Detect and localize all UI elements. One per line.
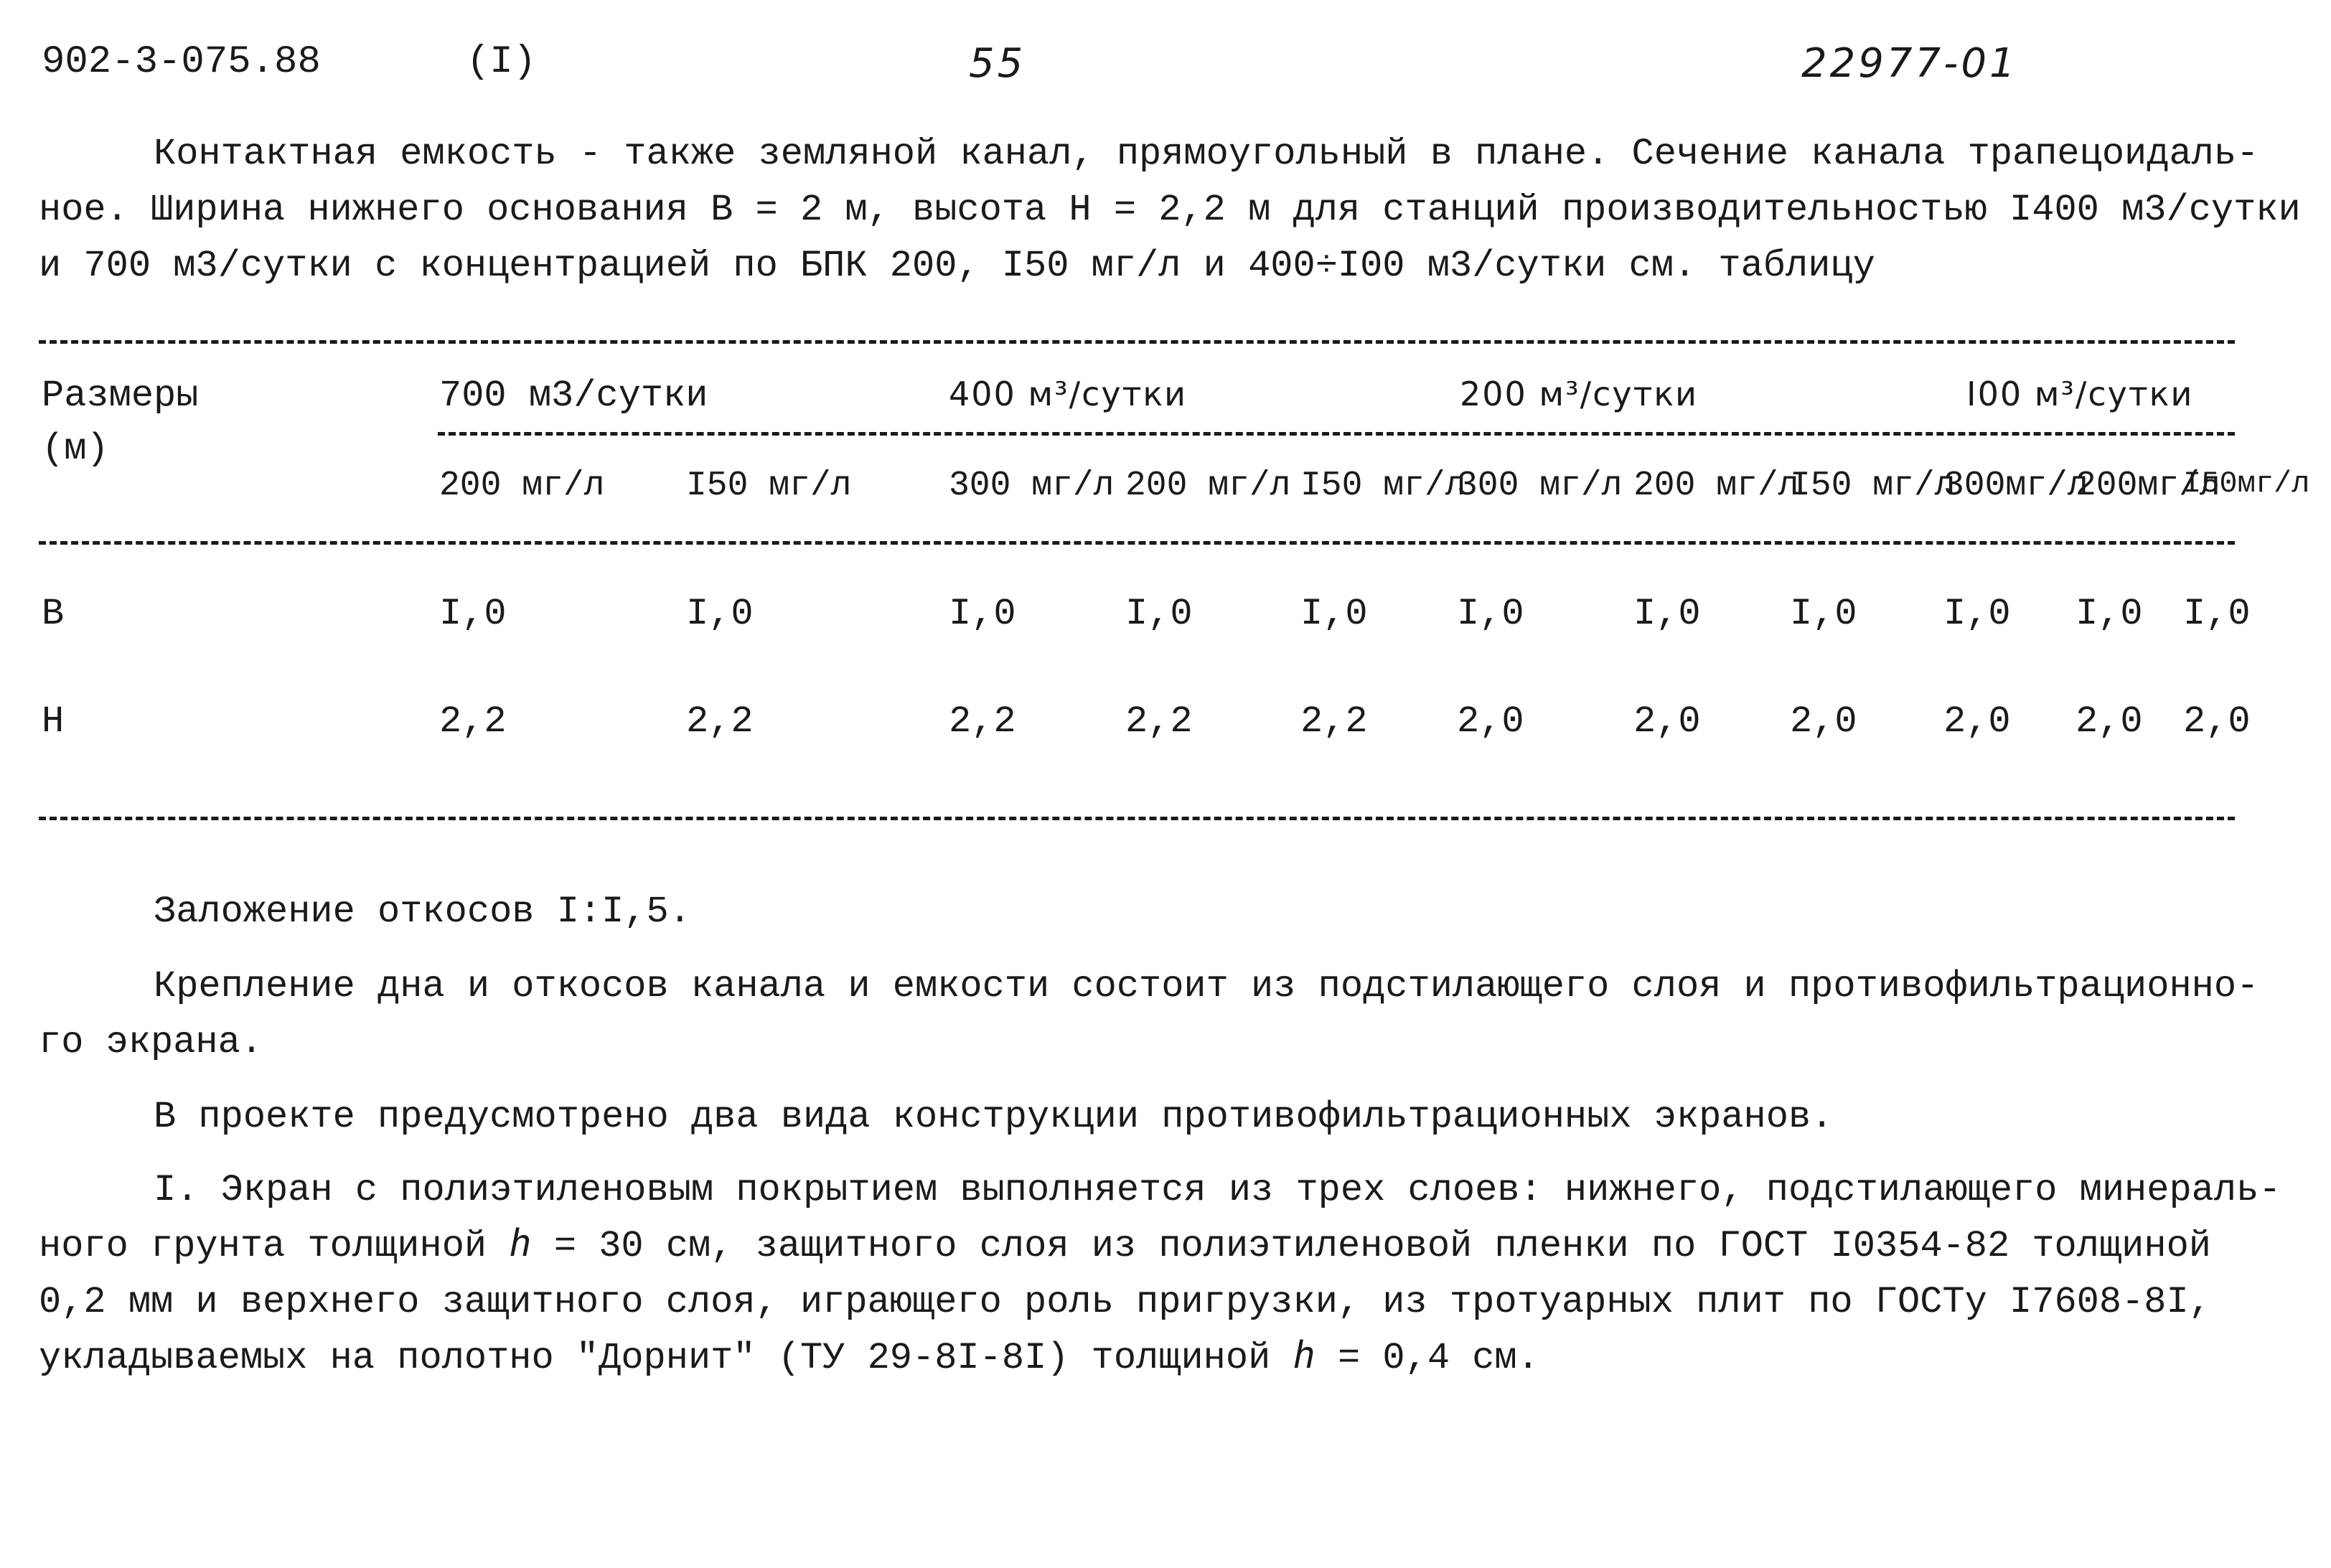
group-sub-rule: [438, 432, 2235, 436]
page-number: 55: [969, 40, 1026, 87]
header-bottom-rule: [39, 541, 2235, 545]
concentration-header: I50 мг/л: [686, 466, 852, 505]
intro-line: и 700 м3/сутки с концентрацией по БПК 200, I50 мг/л и 400÷I00 м3/сутки см. таблицу: [39, 245, 1875, 287]
table-cell: 2,0: [2076, 700, 2143, 743]
two-types-text: В проекте предусмотрено два вида конструкции противофильтрационных экранов.: [154, 1096, 1834, 1138]
inventory-number: 22977-01: [1801, 40, 2018, 87]
screen-line: ного грунта толщиной ℎ = 30 см, защитного слоя из полиэтиленовой пленки по ГОСТ I0354-82 толщиной: [39, 1225, 2211, 1267]
table-cell: 2,0: [1457, 700, 1524, 743]
group-header-700: 700 м3/сутки: [439, 375, 708, 417]
slope-text: Заложение откосов I:I,5.: [154, 891, 691, 933]
two-types-paragraph: [39, 1089, 2278, 1145]
concentration-header: 300 мг/л: [949, 466, 1115, 505]
concentration-header: 200 мг/л: [1125, 466, 1291, 505]
table-cell: I,0: [1943, 593, 2011, 635]
group-header-200: 200 м³/сутки: [1460, 375, 1699, 413]
concentration-header: 200 мг/л: [439, 466, 605, 505]
intro-line: Контактная емкость - также земляной канал, прямоугольный в плане. Сечение канала трапецоидаль-: [154, 133, 2259, 175]
concentration-header: 200 мг/л: [1633, 466, 1799, 505]
table-cell: 2,0: [1790, 700, 1857, 743]
table-cell: I,0: [1633, 593, 1701, 635]
screen-line: I. Экран с полиэтиленовым покрытием выполняется из трех слоев: нижнего, подстилающего минераль-: [154, 1169, 2281, 1211]
table-cell: 2,2: [949, 700, 1016, 743]
document-code: 902-3-075.88: [42, 40, 321, 84]
screen-line: укладываемых на полотно "Дорнит" (ТУ 29-8I-8I) толщиной ℎ = 0,4 см.: [39, 1337, 1539, 1379]
table-bottom-rule: [39, 817, 2235, 820]
concentration-header: I50мг/л: [2183, 466, 2310, 501]
screen-paragraph: [39, 1163, 2281, 1386]
concentration-header: I50 мг/л: [1300, 466, 1466, 505]
fastening-paragraph: [39, 959, 2278, 1071]
concentration-header: I50 мг/л: [1790, 466, 1956, 505]
table-cell: 2,0: [2183, 700, 2251, 743]
fastening-line: Крепление дна и откосов канала и емкости состоит из подстилающего слоя и противофильтрационно-: [154, 965, 2259, 1008]
table-cell: I,0: [949, 593, 1016, 635]
table-cell: 2,0: [1943, 700, 2011, 743]
table-top-rule: [39, 340, 2235, 344]
table-cell: I,0: [2076, 593, 2143, 635]
row-header-label: Размеры: [42, 375, 199, 417]
table-cell: 2,2: [686, 700, 754, 743]
table-cell: I,0: [2183, 593, 2251, 635]
table-cell: I,0: [1790, 593, 1857, 635]
concentration-header: 300мг/л: [1943, 466, 2088, 505]
screen-line: 0,2 мм и верхнего защитного слоя, играющего роль пригрузки, из тротуарных плит по ГОСТу I7608-8I,: [39, 1281, 2211, 1323]
table-cell: I,0: [439, 593, 507, 635]
row-label-h: Н: [42, 700, 65, 743]
row-header-unit: (м): [42, 428, 109, 470]
table-cell: 2,2: [1125, 700, 1193, 743]
group-header-100: I00 м³/сутки: [1966, 375, 2194, 413]
group-header-400: 400 м³/сутки: [949, 375, 1188, 413]
table-cell: 2,2: [1300, 700, 1368, 743]
fastening-line: го экрана.: [39, 1021, 263, 1064]
table-cell: I,0: [686, 593, 754, 635]
table-cell: I,0: [1125, 593, 1193, 635]
table-cell: I,0: [1457, 593, 1524, 635]
concentration-header: 200мг/л: [2076, 466, 2220, 505]
concentration-header: 300 мг/л: [1457, 466, 1623, 505]
row-label-b: В: [42, 593, 65, 635]
sheet-marker: (I): [466, 40, 537, 84]
table-cell: 2,0: [1633, 700, 1701, 743]
table-cell: 2,2: [439, 700, 507, 743]
intro-paragraph: [39, 126, 2301, 294]
intro-line: ное. Ширина нижнего основания В = 2 м, высота Н = 2,2 м для станций производительностью I400 м3/сутки: [39, 189, 2301, 231]
table-cell: I,0: [1300, 593, 1368, 635]
slope-paragraph: [39, 884, 2278, 940]
